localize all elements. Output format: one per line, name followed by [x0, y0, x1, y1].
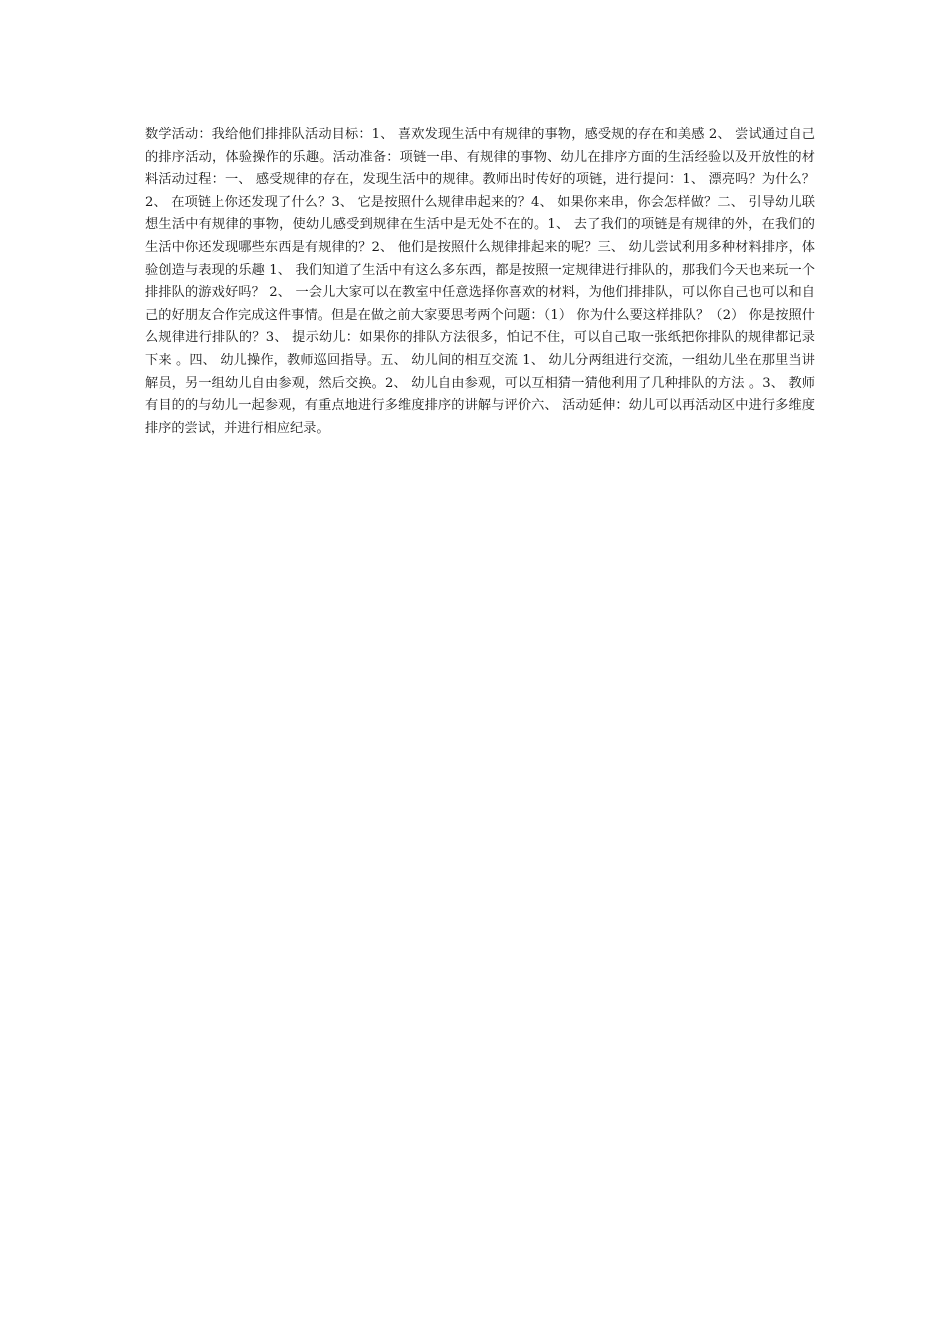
body-paragraph: 数学活动：我给他们排排队活动目标：1、 喜欢发现生活中有规律的事物，感受规的存在和美感 2、 尝试通过自己的排序活动，体验操作的乐趣。活动准备：项链一串、有规律的事物、幼儿在排序方面的生活经验以及开放性的材料活动过程：一、 感受规律的存在，发现生活中的规律。教师出时传好的项链，进行提问：1、 漂亮吗？为什么？2、 在项链上你还发现了什么？3、 它是按照什么规律串起来的？4、 如果你来串，你会怎样做？二、 引导幼儿联想生活中有规律的事物，使幼儿感受到规律在生活中是无处不在的。1、 去了我们的项链是有规律的外，在我们的生活中你还发现哪些东西是有规律的？2、 他们是按照什么规律排起来的呢？三、 幼儿尝试利用多种材料排序，体验创造与表现的乐趣 1、 我们知道了生活中有这么多东西，都是按照一定规律进行排队的，那我们今天也来玩一个排排队的游戏好吗？ 2、 一会儿大家可以在教室中任意选择你喜欢的材料，为他们排排队，可以你自己也可以和自己的好朋友合作完成这件事情。但是在做之前大家要思考两个问题：（1） 你为什么要这样排队？（2） 你是按照什么规律进行排队的？3、 提示幼儿：如果你的排队方法很多，怕记不住，可以自己取一张纸把你排队的规律都记录下来 。四、 幼儿操作，教师巡回指导。五、 幼儿间的相互交流 1、 幼儿分两组进行交流，一组幼儿坐在那里当讲解员，另一组幼儿自由参观，然后交换。2、 幼儿自由参观，可以互相猜一猜他利用了几种排队的方法 。3、 教师有目的的与幼儿一起参观，有重点地进行多维度排序的讲解与评价六、 活动延伸：幼儿可以再活动区中进行多维度排序的尝试，并进行相应纪录。 — [145, 127, 815, 436]
